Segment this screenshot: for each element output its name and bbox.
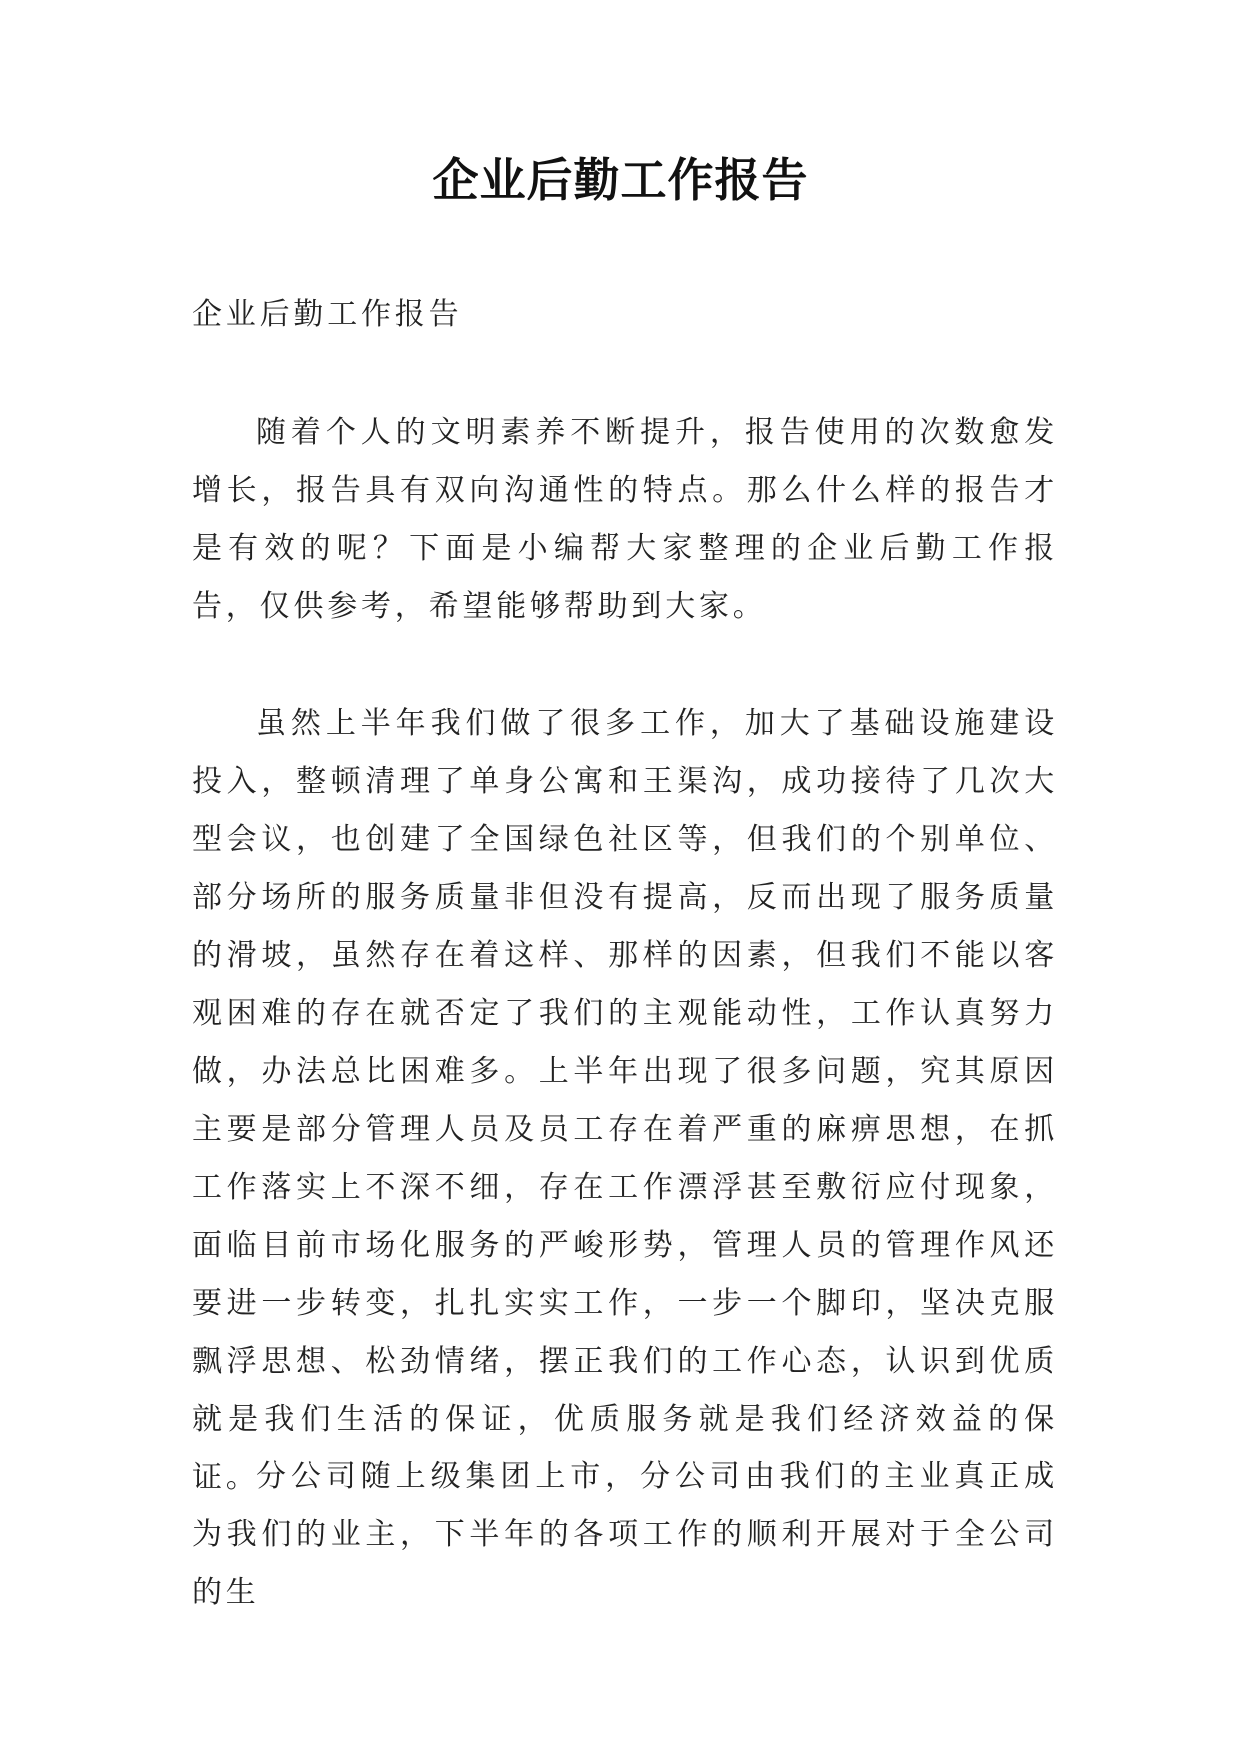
document-title: 企业后勤工作报告 (432, 153, 809, 207)
paragraph-first-half-review: 虽然上半年我们做了很多工作，加大了基础设施建设投入，整顿清理了单身公寓和王渠沟，成功接待了几次大型会议，也创建了全国绿色社区等，但我们的个别单位、部分场所的服务质量非但没有提高，反而出现了服务质量的滑坡，虽然存在着这样、那样的因素，但我们不能以客观困难的存在就否定了我们的主观能动性，工作认真努力做，办法总比困难多。上半年出现了很多问题，究其原因主要是部分管理人员及员工存在着严重的麻痹思想，在抓工作落实上不深不细，存在工作漂浮甚至敷衍应付现象，面临目前市场化服务的严峻形势，管理人员的管理作风还要进一步转变，扎扎实实工作，一步一个脚印，坚决克服飘浮思想、松劲情绪，摆正我们的工作心态，认识到优质就是我们生活的保证，优质服务就是我们经济效益的保证。 (192, 706, 1058, 1495)
paragraph-intro: 随着个人的文明素养不断提升，报告使用的次数愈发增长，报告具有双向沟通性的特点。那么什么样的报告才是有效的呢？下面是小编帮大家整理的企业后勤工作报告，仅供参考，希望能够帮助到大家。 (192, 415, 1058, 624)
document-subtitle: 企业后勤工作报告 (192, 297, 463, 332)
paragraph-second-half-outlook: 分公司随上级集团上市，分公司由我们的主业真正成为我们的业主，下半年的各项工作的顺利开展对于全公司的生 (192, 1459, 1058, 1610)
